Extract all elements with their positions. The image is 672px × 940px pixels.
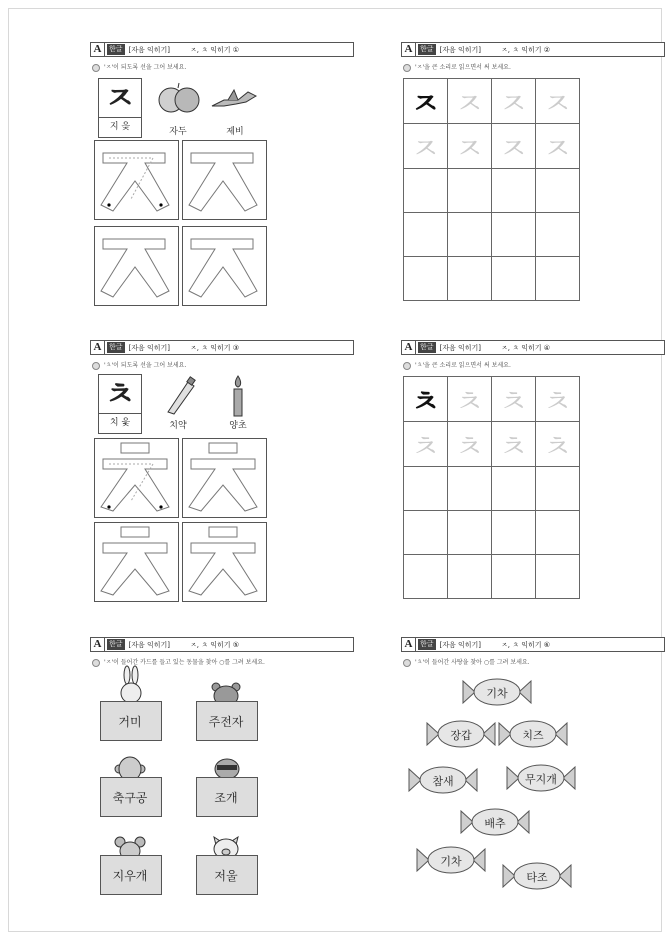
card-label: 조개 bbox=[214, 791, 238, 805]
grid-cell-trace: ㅈ bbox=[492, 124, 536, 169]
grid-cell-empty[interactable] bbox=[448, 555, 492, 599]
section-header bbox=[90, 340, 354, 355]
candy-label: 무지개 bbox=[525, 773, 557, 786]
instruction: 'ㅈ'을 큰 소리로 읽으면서 써 보세요. bbox=[403, 62, 511, 72]
picture-label-2: 양초 bbox=[229, 421, 247, 431]
trace-box bbox=[94, 226, 179, 306]
grid-cell-empty[interactable] bbox=[404, 511, 448, 555]
grid-cell-trace: ㅈ bbox=[536, 79, 580, 124]
section-header bbox=[401, 637, 665, 652]
writing-grid bbox=[403, 78, 580, 301]
grid-cell-empty[interactable] bbox=[536, 213, 580, 257]
trace-box bbox=[182, 140, 267, 220]
section-5 bbox=[90, 637, 362, 917]
instruction: 'ㅈ'이 들어간 카드를 들고 있는 동물을 찾아 ○를 그려 보세요. bbox=[92, 657, 265, 667]
grid-cell-trace: ㅈ bbox=[448, 79, 492, 124]
letter-box bbox=[98, 374, 142, 434]
grid-cell-empty[interactable] bbox=[448, 213, 492, 257]
grid-cell-trace: ㅊ bbox=[492, 422, 536, 467]
section-tag: [자음 익히기] bbox=[439, 45, 482, 54]
category-badge: 한글 bbox=[109, 45, 123, 53]
instruction: 'ㅊ'이 들어간 사탕을 찾아 ○를 그려 보세요. bbox=[403, 657, 530, 667]
card-label: 주전자 bbox=[208, 715, 244, 729]
section-3 bbox=[90, 340, 362, 610]
level-badge: A bbox=[91, 43, 105, 56]
section-tag: [자음 익히기] bbox=[128, 45, 171, 54]
candy-label: 타조 bbox=[526, 871, 548, 884]
section-tag: [자음 익히기] bbox=[439, 640, 482, 649]
grid-cell-trace: ㅊ bbox=[492, 377, 536, 422]
trace-box bbox=[182, 438, 267, 518]
picture-label-1: 자두 bbox=[169, 127, 187, 137]
candy-label: 기차 bbox=[486, 687, 508, 700]
grid-cell-empty[interactable] bbox=[404, 257, 448, 301]
section-tag: [자음 익히기] bbox=[439, 343, 482, 352]
grid-cell-empty[interactable] bbox=[492, 511, 536, 555]
section-1 bbox=[90, 42, 362, 312]
section-2 bbox=[401, 42, 672, 312]
plum-image bbox=[156, 82, 202, 114]
card-label: 지우개 bbox=[112, 869, 148, 883]
letter-glyph: ㅈ bbox=[99, 79, 141, 118]
category-badge: 한글 bbox=[420, 640, 434, 648]
section-title: ㅈ, ㅊ 익히기 ② bbox=[501, 45, 551, 54]
grid-cell-empty[interactable] bbox=[492, 555, 536, 599]
category-badge: 한글 bbox=[420, 45, 434, 53]
section-header bbox=[90, 42, 354, 57]
instruction: 'ㅊ'이 되도록 선을 그어 보세요. bbox=[92, 360, 186, 370]
section-tag: [자음 익히기] bbox=[128, 640, 171, 649]
grid-cell-empty[interactable] bbox=[492, 467, 536, 511]
section-header bbox=[401, 42, 665, 57]
card-label: 저울 bbox=[214, 869, 238, 883]
grid-cell-empty[interactable] bbox=[536, 555, 580, 599]
grid-cell-empty[interactable] bbox=[492, 213, 536, 257]
swallow-image bbox=[210, 88, 258, 110]
level-badge: A bbox=[402, 341, 416, 354]
grid-cell-trace: ㅊ bbox=[536, 377, 580, 422]
rabbit-icon bbox=[116, 665, 146, 705]
grid-cell-trace: ㅊ bbox=[536, 422, 580, 467]
grid-cell-model: ㅊ bbox=[404, 377, 448, 422]
trace-box bbox=[182, 522, 267, 602]
grid-cell-empty[interactable] bbox=[404, 169, 448, 213]
grid-cell-empty[interactable] bbox=[404, 213, 448, 257]
trace-box bbox=[94, 140, 179, 220]
candy-label: 배추 bbox=[484, 817, 506, 830]
section-4 bbox=[401, 340, 672, 610]
category-badge: 한글 bbox=[109, 640, 123, 648]
grid-cell-empty[interactable] bbox=[404, 555, 448, 599]
grid-cell-trace: ㅈ bbox=[448, 124, 492, 169]
grid-cell-empty[interactable] bbox=[448, 169, 492, 213]
grid-cell-empty[interactable] bbox=[492, 169, 536, 213]
grid-cell-trace: ㅊ bbox=[404, 422, 448, 467]
letter-box bbox=[98, 78, 142, 138]
grid-cell-empty[interactable] bbox=[448, 257, 492, 301]
section-title: ㅈ, ㅊ 익히기 ④ bbox=[501, 343, 551, 352]
letter-glyph: ㅊ bbox=[99, 375, 141, 414]
writing-grid bbox=[403, 376, 580, 599]
candy-label: 치즈 bbox=[522, 729, 544, 742]
picture-label-2: 제비 bbox=[226, 127, 244, 137]
level-badge: A bbox=[402, 43, 416, 56]
toothpaste-image bbox=[162, 376, 198, 416]
grid-cell-trace: ㅊ bbox=[448, 422, 492, 467]
level-badge: A bbox=[91, 341, 105, 354]
category-badge: 한글 bbox=[109, 343, 123, 351]
candy-label: 참새 bbox=[432, 775, 454, 788]
trace-box bbox=[182, 226, 267, 306]
letter-name: 치 읓 bbox=[109, 418, 131, 428]
candle-image bbox=[228, 374, 248, 418]
section-tag: [자음 익히기] bbox=[128, 343, 171, 352]
section-title: ㅈ, ㅊ 익히기 ⑥ bbox=[501, 640, 551, 649]
grid-cell-empty[interactable] bbox=[448, 467, 492, 511]
section-6 bbox=[401, 637, 672, 917]
grid-cell-empty[interactable] bbox=[448, 511, 492, 555]
level-badge: A bbox=[91, 638, 105, 651]
candy-label: 장갑 bbox=[450, 729, 472, 742]
section-header bbox=[90, 637, 354, 652]
picture-label-1: 치약 bbox=[169, 421, 187, 431]
section-header bbox=[401, 340, 665, 355]
grid-cell-trace: ㅊ bbox=[448, 377, 492, 422]
category-badge: 한글 bbox=[420, 343, 434, 351]
grid-cell-trace: ㅈ bbox=[536, 124, 580, 169]
trace-box bbox=[94, 522, 179, 602]
grid-cell-trace: ㅈ bbox=[404, 124, 448, 169]
grid-cell-model: ㅈ bbox=[404, 79, 448, 124]
section-title: ㅈ, ㅊ 익히기 ③ bbox=[190, 343, 240, 352]
grid-cell-empty[interactable] bbox=[536, 467, 580, 511]
card-label: 축구공 bbox=[112, 791, 148, 805]
instruction: 'ㅊ'을 큰 소리로 읽으면서 써 보세요. bbox=[403, 360, 511, 370]
letter-name: 지 읒 bbox=[109, 122, 131, 132]
level-badge: A bbox=[402, 638, 416, 651]
grid-cell-empty[interactable] bbox=[492, 257, 536, 301]
instruction: 'ㅈ'이 되도록 선을 그어 보세요. bbox=[92, 62, 186, 72]
section-title: ㅈ, ㅊ 익히기 ⑤ bbox=[190, 640, 240, 649]
grid-cell-empty[interactable] bbox=[536, 169, 580, 213]
section-title: ㅈ, ㅊ 익히기 ① bbox=[190, 45, 240, 54]
grid-cell-empty[interactable] bbox=[536, 257, 580, 301]
card-label: 거미 bbox=[118, 715, 142, 729]
trace-box bbox=[94, 438, 179, 518]
grid-cell-trace: ㅈ bbox=[492, 79, 536, 124]
candy-label: 기차 bbox=[440, 855, 462, 868]
grid-cell-empty[interactable] bbox=[404, 467, 448, 511]
grid-cell-empty[interactable] bbox=[536, 511, 580, 555]
